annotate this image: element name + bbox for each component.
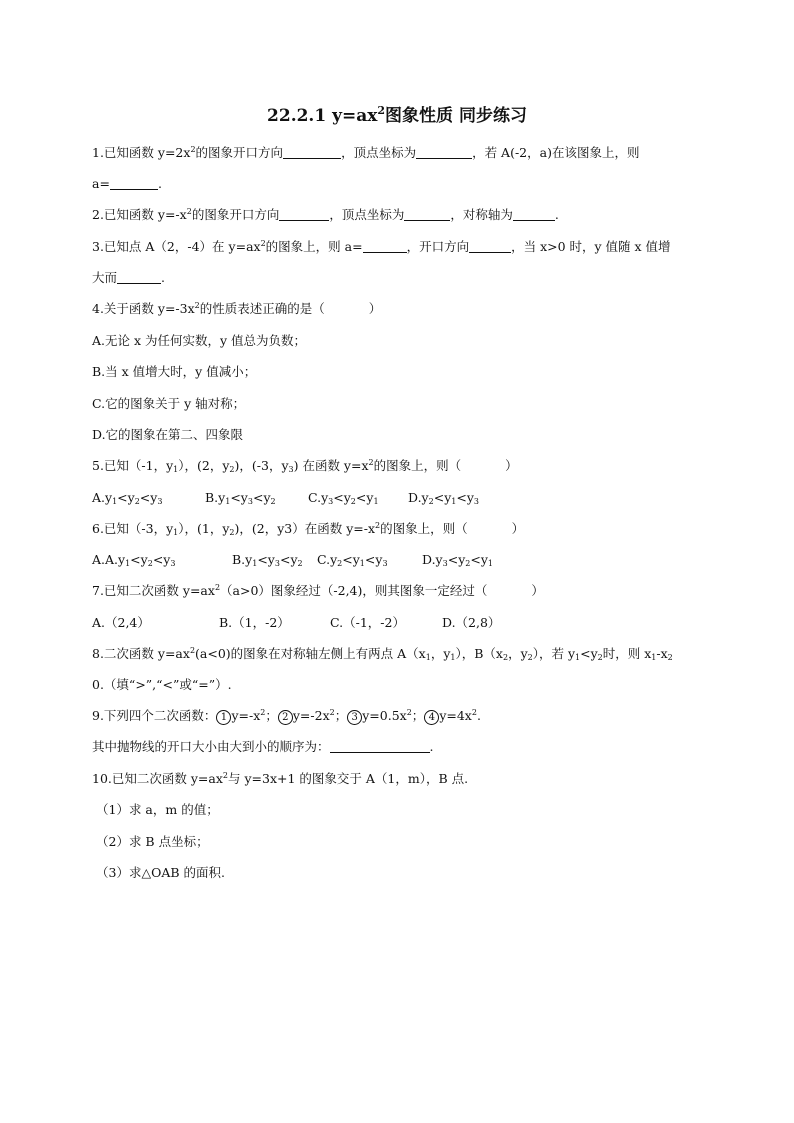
question-3: 3.已知点 A（2，-4）在 $y=ax^2$的图象上，则 a= ，开口方向 ，当 x>0 时，y 值随 x 值增 bbox=[92, 239, 671, 254]
option-a[interactable]: $A.y_1<y_2<y_3$ bbox=[92, 490, 163, 506]
option-c[interactable]: $C.y_3<y_2<y_1$ bbox=[308, 490, 379, 506]
question-4-option-b: B.当 x 值增大时，y 值减小； bbox=[92, 364, 257, 379]
answer-blank[interactable] bbox=[469, 239, 511, 253]
question-1: 1.已知函数 $y=2x^2$的图象开口方向 ，顶点坐标为 ，若 A(-2，a)在该图象上，则 bbox=[92, 145, 640, 160]
answer-blank[interactable] bbox=[110, 176, 158, 190]
page-title bbox=[0, 104, 794, 128]
circled-number: 2 bbox=[278, 710, 293, 725]
option-d[interactable]: D.（2,8） bbox=[442, 615, 501, 630]
question-4-option-c: C.它的图象关于 y 轴对称； bbox=[92, 396, 246, 411]
option-c[interactable]: $C.y_2<y_1<y_3$ bbox=[317, 552, 388, 568]
title-text-rest: 图象性质 同步练习 bbox=[385, 106, 527, 126]
answer-blank[interactable] bbox=[117, 270, 161, 284]
option-b[interactable]: $B.y_1<y_3<y_2$ bbox=[232, 552, 303, 568]
question-10-part-2: （2）求 B 点坐标； bbox=[96, 834, 209, 849]
title-text: 22.2.1 y=ax bbox=[267, 106, 378, 126]
answer-blank[interactable] bbox=[404, 207, 450, 221]
circled-number: 4 bbox=[424, 710, 439, 725]
question-6: 6.已知（-3，$y_1$），(1，$y_2$)，(2，y3）在函数 $y=-x^2$的图象上，则（ ） bbox=[92, 521, 525, 537]
option-d[interactable]: $D.y_3<y_2<y_1$ bbox=[422, 552, 493, 568]
answer-blank[interactable] bbox=[330, 739, 430, 753]
answer-blank[interactable] bbox=[279, 207, 329, 221]
question-8-cont: 0.（填“>”,“<”或“=”）. bbox=[92, 677, 232, 692]
option-a[interactable]: $A.A.y_1<y_2<y_3$ bbox=[92, 552, 176, 568]
title-superscript: 2 bbox=[377, 104, 386, 117]
option-b[interactable]: B.（1，-2） bbox=[219, 615, 290, 630]
question-10-part-1: （1）求 a，m 的值； bbox=[96, 802, 219, 817]
question-10-part-3: （3）求△OAB 的面积. bbox=[96, 865, 225, 880]
question-1-cont: a= . bbox=[92, 176, 162, 191]
question-7: 7.已知二次函数 $y=ax^2(a>0)$图象经过（-2,4)，则其图象一定经过（ ） bbox=[92, 583, 544, 598]
option-b[interactable]: $B.y_1<y_3<y_2$ bbox=[205, 490, 276, 506]
question-3-cont: 大而 . bbox=[92, 270, 165, 285]
option-d[interactable]: $D.y_2<y_1<y_3$ bbox=[408, 490, 479, 506]
question-4: 4.关于函数 $y=-3x^2$的性质表述正确的是（ ） bbox=[92, 301, 382, 316]
question-4-option-d: D.它的图象在第二、四象限 bbox=[92, 427, 244, 442]
answer-blank[interactable] bbox=[416, 145, 472, 159]
option-a[interactable]: A.（2,4） bbox=[92, 615, 150, 630]
circled-number: 3 bbox=[347, 710, 362, 725]
question-5: 5.已知（-1，$y_1$），(2，$y_2$)，(-3，$y_3$) 在函数 $y=x^2$的图象上，则（ ） bbox=[92, 458, 518, 474]
answer-blank[interactable] bbox=[283, 145, 341, 159]
option-c[interactable]: C.（-1，-2） bbox=[330, 615, 405, 630]
answer-blank[interactable] bbox=[513, 207, 555, 221]
question-2: 2.已知函数 $y=-x^2$的图象开口方向 ，顶点坐标为 ，对称轴为 . bbox=[92, 207, 559, 222]
question-4-option-a: A.无论 x 为任何实数，y 值总为负数； bbox=[92, 333, 307, 348]
question-8: 8.二次函数 $y=ax^2(a<0)$的图象在对称轴左侧上有两点 $A(x_1$，$y_1$），$B(x_2$，$y_2$），若 $y_1<y_2$时，则 $x_1-x_2$ bbox=[92, 646, 673, 662]
circled-number: 1 bbox=[216, 710, 231, 725]
answer-blank[interactable] bbox=[363, 239, 407, 253]
question-9: 9.下列四个二次函数： 1 $y=-x^2$； 2 $y=-2x^2$； 3 $y=0.5x^2$； 4 $y=4x^2$. bbox=[92, 708, 481, 723]
question-9-cont: 其中抛物线的开口大小由大到小的顺序为： . bbox=[92, 739, 434, 754]
question-10: 10.已知二次函数 $y=ax^2$与 y=3x+1 的图象交于 A（1，m），B 点. bbox=[92, 771, 469, 786]
